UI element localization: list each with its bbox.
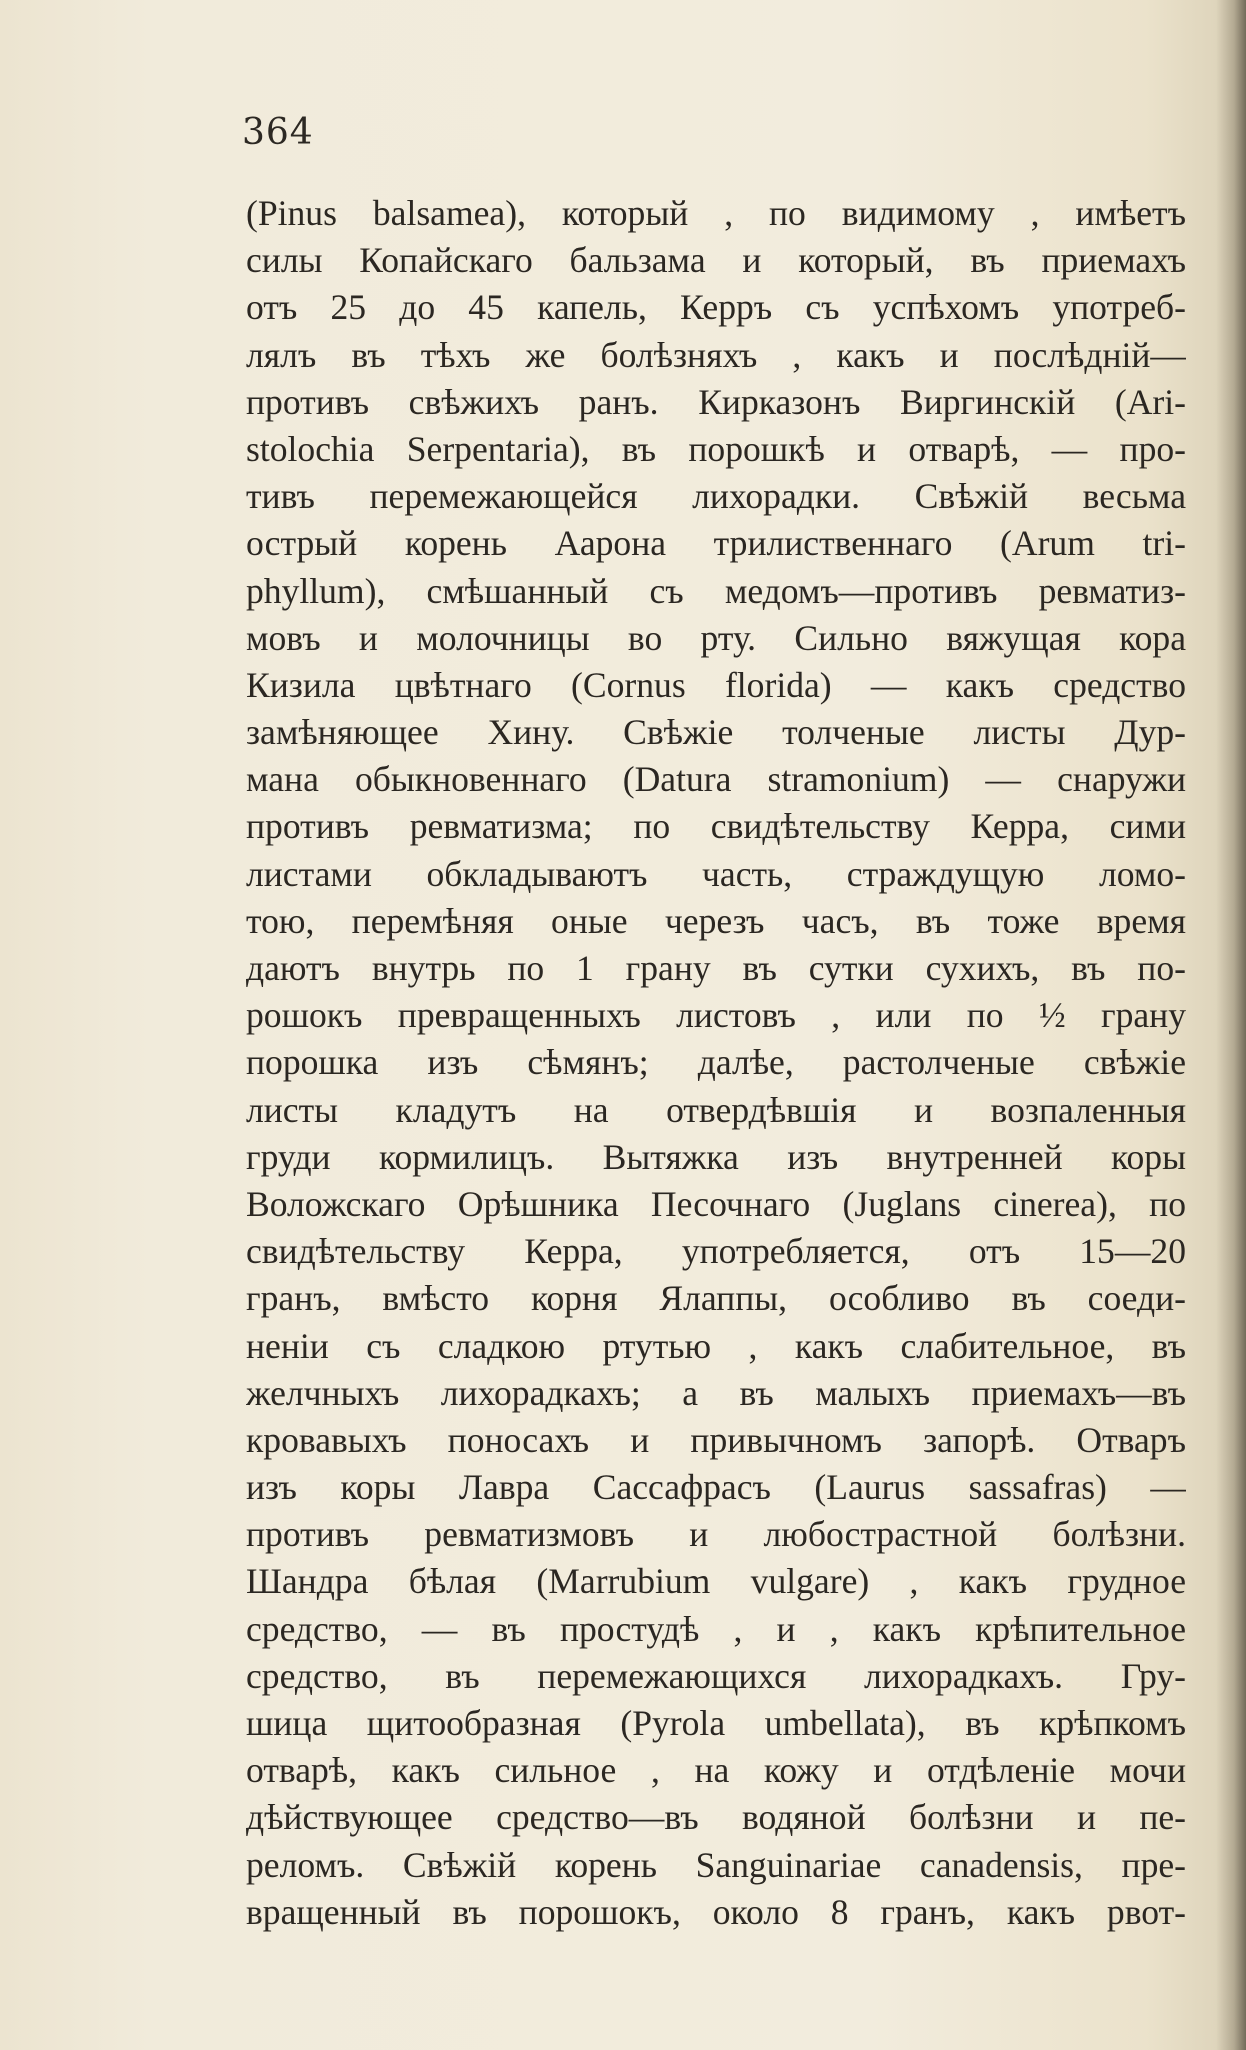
text-line: порошка изъ сѣмянъ; далѣе, растолченые свѣжіе <box>246 1042 1186 1083</box>
text-line: гранъ, вмѣсто корня Ялаппы, особливо въ соеди- <box>246 1278 1186 1319</box>
text-line: Шандра бѣлая (Marrubium vulgare) , какъ грудное <box>246 1561 1186 1602</box>
text-line: шица щитообразная (Pyrola umbellata), въ крѣпкомъ <box>246 1703 1186 1743</box>
text-line: противъ ревматизма; по свидѣтельству Керра, сими <box>246 806 1186 847</box>
text-line: мовъ и молочницы во рту. Сильно вяжущая кора <box>246 617 1186 658</box>
text-line: свидѣтельству Керра, употребляется, отъ 15—20 <box>246 1231 1186 1272</box>
text-line: тою, перемѣняя оные черезъ часъ, въ тоже время <box>246 900 1186 941</box>
page-edge-shadow <box>1216 0 1246 2050</box>
text-line: груди кормилицъ. Вытяжка изъ внутренней коры <box>246 1136 1186 1177</box>
text-line: лялъ въ тѣхъ же болѣзняхъ , какъ и послѣдній— <box>246 334 1186 375</box>
text-line: Воложскаго Орѣшника Песочнаго (Juglans cinerea), по <box>246 1183 1186 1224</box>
text-line: острый корень Аарона трилиственнаго (Arum tri- <box>246 523 1186 564</box>
text-line: замѣняющее Хину. Свѣжіе толченые листы Дур- <box>246 712 1186 753</box>
text-line: рошокъ превращенныхъ листовъ , или по ½ грану <box>246 995 1186 1036</box>
text-line: листы кладутъ на отвердѣвшія и возпаленныя <box>246 1089 1186 1130</box>
text-line: phyllum), смѣшанный съ медомъ—противъ ревматиз- <box>246 570 1186 611</box>
text-line: stolochia Serpentaria), въ порошкѣ и отварѣ, — про- <box>246 428 1186 469</box>
text-line: желчныхъ лихорадкахъ; а въ малыхъ приемахъ—въ <box>246 1372 1186 1413</box>
text-line: тивъ перемежающейся лихорадки. Свѣжій весьма <box>246 476 1186 517</box>
text-line: изъ коры Лавра Сассафрасъ (Laurus sassafras) — <box>246 1467 1186 1508</box>
text-line: мана обыкновеннаго (Datura stramonium) — снаружи <box>246 759 1186 800</box>
page-number: 364 <box>242 112 314 153</box>
text-line: вращенный въ порошокъ, около 8 гранъ, какъ рвот- <box>246 1891 1186 1932</box>
text-line: противъ свѣжихъ ранъ. Кирказонъ Виргинскій (Ari- <box>246 381 1186 422</box>
text-line: кровавыхъ поносахъ и привычномъ запорѣ. Отваръ <box>246 1419 1186 1460</box>
text-line: (Pinus balsamea), который , по видимому , имѣетъ <box>246 193 1186 233</box>
body-text <box>246 190 1186 1936</box>
text-line: отварѣ, какъ сильное , на кожу и отдѣленіе мочи <box>246 1750 1186 1791</box>
text-line: противъ ревматизмовъ и любострастной болѣзни. <box>246 1514 1186 1555</box>
text-line: даютъ внутрь по 1 грану въ сутки сухихъ, въ по- <box>246 948 1186 988</box>
text-line: силы Копайскаго бальзама и который, въ приемахъ <box>246 240 1186 281</box>
text-line: неніи съ сладкою ртутью , какъ слабительное, въ <box>246 1325 1186 1366</box>
text-line: дѣйствующее средство—въ водяной болѣзни и пе- <box>246 1797 1186 1838</box>
text-line: Кизила цвѣтнаго (Cornus florida) — какъ средство <box>246 664 1186 705</box>
text-line: листами обкладываютъ часть, страждущую ломо- <box>246 853 1186 894</box>
text-line: реломъ. Свѣжій корень Sanguinariae canadensis, пре- <box>246 1844 1186 1885</box>
text-line: средство, въ перемежающихся лихорадкахъ. Гру- <box>246 1655 1186 1696</box>
text-line: средство, — въ простудѣ , и , какъ крѣпительное <box>246 1608 1186 1649</box>
text-line: отъ 25 до 45 капель, Керръ съ успѣхомъ употреб- <box>246 287 1186 328</box>
